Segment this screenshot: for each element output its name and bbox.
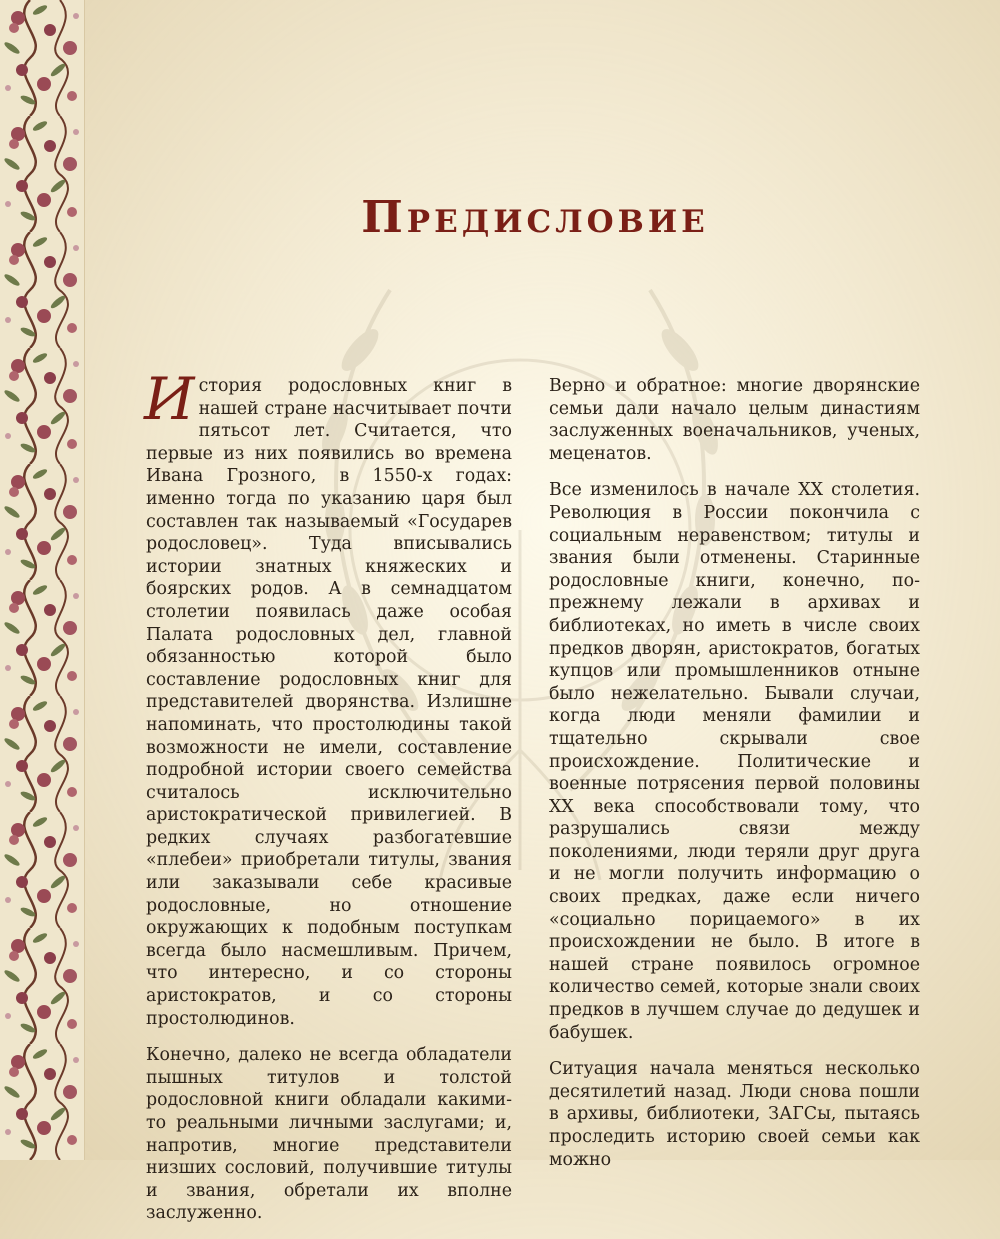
right-column: [549, 375, 920, 1185]
drop-cap: И: [144, 365, 195, 433]
paragraph: Конечно, далеко не всегда обладатели пышных титулов и толстой родословной книги обладали какими-то реальными личными заслугами; и, напротив, многие представители низших сословий, получившие титулы и звания, обретали их вполне заслуженно.: [146, 1045, 512, 1224]
page-title: Предисловие: [361, 192, 709, 243]
floral-border: [0, 0, 85, 1160]
paragraph: Верно и обратное: многие дворянские семьи дали начало целым династиям заслуженных военачальников, ученых, меценатов.: [549, 376, 920, 464]
paragraph: Ситуация начала меняться несколько десятилетий назад. Люди снова пошли в архивы, библиотеки, ЗАГСы, пытаясь проследить историю своей семьи как можно: [549, 1059, 920, 1170]
paragraph: [144, 365, 512, 1030]
left-column: [144, 365, 512, 1239]
paragraph-text: стория родословных книг в нашей стране насчитывает почти пятьсот лет. Считается, что первые из них появились во времена Ивана Грозного, в 1550-х годах: именно тогда по указанию царя был составлен так называемый «Государев родословец». Туда вписывались истории знатных княжеских и боярских родов. А в семнадцатом столетии появилась даже особая Палата родословных дел, главной обязанностью которой было составление родословных книг для представителей дворянства. Излишне напоминать, что простолюдины такой возможности не имели, составление подробной истории своего семейства считалось исключительно аристократической привилегией. В редких случаях разбогатевшие «плебеи» приобретали титулы, звания или заказывали себе красивые родословные, но отношение окружающих к подобным поступкам всегда было насмешливым. Причем, что интересно, и со стороны аристократов, и со стороны простолюдинов.: [146, 376, 512, 1029]
floral-border-icon: [0, 0, 84, 1160]
paragraph: Все изменилось в начале XX столетия. Революция в России покончила с социальным неравенством; титулы и звания были отменены. Старинные родословные книги, конечно, по-прежнему лежали в архивах и библиотеках, но иметь в числе своих предков дворян, аристократов, богатых купцов или промышленников отныне было нежелательно. Бывали случаи, когда люди меняли фамилии и тщательно скрывали свое происхождение. Политические и военные потрясения первой половины XX века способствовали тому, что разрушались связи между поколениями, люди теряли друг друга и не могли получить информацию о своих предках, даже если ничего «социально порицаемого» в их происхождении не было. В итоге в нашей стране появилось огромное количество семей, которые знали своих предков в лучшем случае до дедушек и бабушек.: [549, 480, 920, 1043]
